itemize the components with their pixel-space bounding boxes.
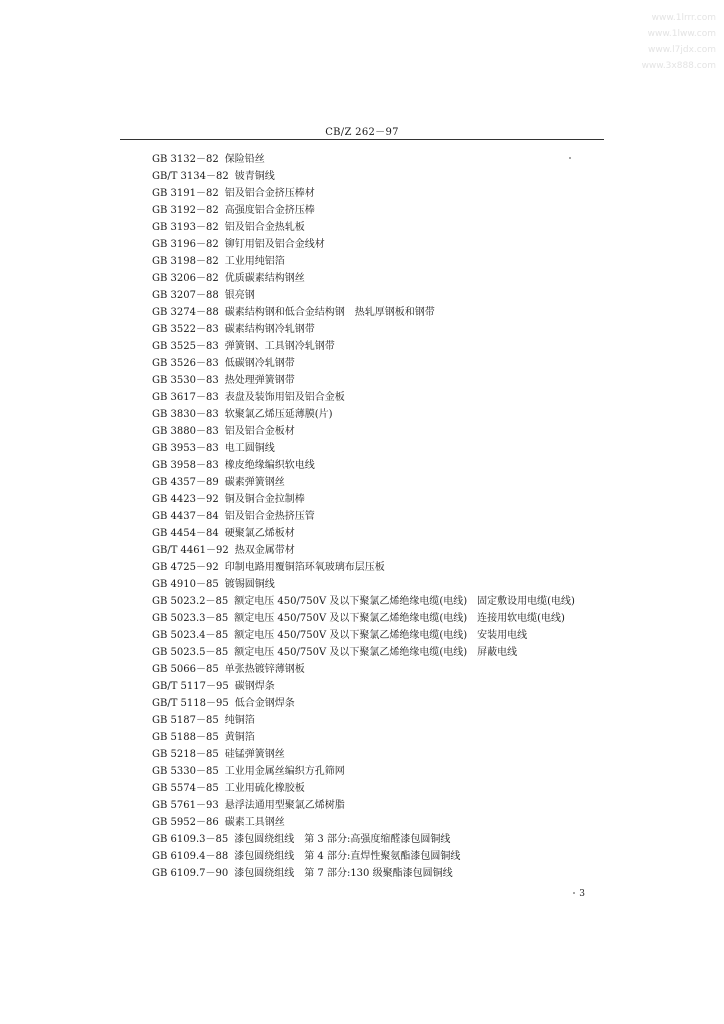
standard-row (152, 610, 622, 627)
standard-code: GB 5761－93 (152, 800, 219, 811)
standard-row (152, 746, 622, 763)
standard-code: GB/T 3134－82 (152, 171, 229, 182)
standard-row (152, 355, 622, 372)
standard-code: GB 5218－85 (152, 749, 219, 760)
standard-code: GB 3522－83 (152, 324, 219, 335)
standard-code: GB 4423－92 (152, 494, 219, 505)
standard-title: 铝及铝合金热挤压管 (224, 511, 315, 522)
standard-title: 高强度铝合金挤压棒 (224, 205, 315, 216)
standard-row (152, 287, 622, 304)
standard-title: 热双金属带材 (234, 545, 295, 556)
standard-row (152, 338, 622, 355)
standard-title: 额定电压 450/750V 及以下聚氯乙烯绝缘电缆(电线) 连接用软电缆(电线) (234, 613, 565, 624)
standard-row (152, 253, 622, 270)
watermark-line: www.3x888.com (641, 61, 716, 71)
standard-code: GB 6109.3－85 (152, 834, 229, 845)
standard-row (152, 542, 622, 559)
standard-code: GB 3192－82 (152, 205, 219, 216)
standard-title: 表盘及装饰用铝及铝合金板 (224, 392, 345, 403)
standard-code: GB 5023.2－85 (152, 596, 229, 607)
standard-title: 碳素工具钢丝 (224, 817, 285, 828)
standard-row (152, 780, 622, 797)
standard-row (152, 763, 622, 780)
standard-code: GB 3132－82 (152, 154, 219, 165)
standard-title: 银亮钢 (224, 290, 255, 301)
standard-code: GB/T 5117－95 (152, 681, 229, 692)
standard-code: GB 5066－85 (152, 664, 219, 675)
standard-title: 悬浮法通用型聚氯乙烯树脂 (224, 800, 345, 811)
standard-code: GB 3193－82 (152, 222, 219, 233)
standard-code: GB 3191－82 (152, 188, 219, 199)
standard-title: 额定电压 450/750V 及以下聚氯乙烯绝缘电缆(电线) 安装用电线 (234, 630, 528, 641)
standard-title: 低合金钢焊条 (234, 698, 295, 709)
standard-code: GB 3958－83 (152, 460, 219, 471)
standard-row (152, 525, 622, 542)
standard-row (152, 712, 622, 729)
standard-row (152, 865, 622, 882)
standard-title: 电工圆铜线 (224, 443, 275, 454)
watermark-line: www.1lww.com (647, 29, 716, 39)
standard-title: 铆钉用铝及铝合金线材 (224, 239, 325, 250)
standard-code: GB 3530－83 (152, 375, 219, 386)
standard-code: GB/T 4461－92 (152, 545, 229, 556)
header-rule (120, 139, 604, 140)
page-number: 3 (579, 889, 585, 899)
standard-code: GB 4910－85 (152, 579, 219, 590)
standard-row (152, 423, 622, 440)
standard-code: GB 5952－86 (152, 817, 219, 828)
standard-code: GB 3830－83 (152, 409, 219, 420)
standard-code: GB 4725－92 (152, 562, 219, 573)
standard-title: 印制电路用覆铜箔环氧玻璃布层压板 (224, 562, 385, 573)
standard-row (152, 406, 622, 423)
standard-code: GB 3207－88 (152, 290, 219, 301)
standard-code: GB 5188－85 (152, 732, 219, 743)
standard-code: GB 3526－83 (152, 358, 219, 369)
standard-title: 铝及铝合金板材 (224, 426, 295, 437)
standard-title: 黄铜箔 (224, 732, 255, 743)
standard-code: GB 3274－88 (152, 307, 219, 318)
standard-title: 保险铅丝 (224, 154, 265, 165)
standard-code: GB 5023.5－85 (152, 647, 229, 658)
standard-row (152, 321, 622, 338)
standard-row (152, 372, 622, 389)
standard-row (152, 151, 622, 168)
standard-title: 漆包圆绕组线 第 4 部分:直焊性聚氨酯漆包圆铜线 (234, 851, 461, 862)
standard-code: GB 5330－85 (152, 766, 219, 777)
standard-row (152, 474, 622, 491)
standard-row (152, 236, 622, 253)
standard-title: 橡皮绝缘编织软电线 (224, 460, 315, 471)
standard-code: GB 3525－83 (152, 341, 219, 352)
standard-code: GB 3206－82 (152, 273, 219, 284)
standard-row (152, 848, 622, 865)
standard-row (152, 219, 622, 236)
watermark-line: www.1lrrr.com (651, 13, 716, 23)
standard-row (152, 304, 622, 321)
standard-title: 工业用硫化橡胶板 (224, 783, 305, 794)
standard-row (152, 814, 622, 831)
standard-title: 纯铜箔 (224, 715, 255, 726)
standard-row (152, 389, 622, 406)
standard-title: 工业用纯铝箔 (224, 256, 285, 267)
standard-code: GB/T 5118－95 (152, 698, 229, 709)
standard-title: 铝及铝合金热轧板 (224, 222, 305, 233)
standard-row (152, 457, 622, 474)
standard-row (152, 185, 622, 202)
standard-title: 硬聚氯乙烯板材 (224, 528, 295, 539)
watermark-line: www.l7jdx.com (648, 45, 716, 55)
standard-title: 铝及铝合金挤压棒材 (224, 188, 315, 199)
standard-title: 碳素结构钢冷轧钢带 (224, 324, 315, 335)
standard-row (152, 202, 622, 219)
standard-code: GB 6109.4－88 (152, 851, 229, 862)
standard-code: GB 5574－85 (152, 783, 219, 794)
standard-title: 镀锡圆铜线 (224, 579, 275, 590)
standard-title: 额定电压 450/750V 及以下聚氯乙烯绝缘电缆(电线) 屏蔽电线 (234, 647, 518, 658)
standard-code: GB 6109.7－90 (152, 868, 229, 879)
standard-code: GB 3880－83 (152, 426, 219, 437)
standard-title: 碳钢焊条 (234, 681, 275, 692)
standard-code: GB 4357－89 (152, 477, 219, 488)
standard-row (152, 627, 622, 644)
standard-title: 优质碳素结构钢丝 (224, 273, 305, 284)
standard-title: 硅锰弹簧钢丝 (224, 749, 285, 760)
standard-code: GB 3953－83 (152, 443, 219, 454)
standard-title: 铍青铜线 (234, 171, 275, 182)
standard-row (152, 729, 622, 746)
standard-title: 单张热镀锌薄钢板 (224, 664, 305, 675)
standard-row (152, 695, 622, 712)
standard-title: 漆包圆绕组线 第 3 部分:高强度缩醛漆包圆铜线 (234, 834, 451, 845)
standard-code: GB 4437－84 (152, 511, 219, 522)
standard-title: 铜及铜合金拉制棒 (224, 494, 305, 505)
standard-title: 额定电压 450/750V 及以下聚氯乙烯绝缘电缆(电线) 固定敷设用电缆(电线) (234, 596, 575, 607)
standard-title: 低碳钢冷轧钢带 (224, 358, 295, 369)
standard-row (152, 797, 622, 814)
standard-title: 软聚氯乙烯压延薄膜(片) (224, 409, 333, 420)
standard-row (152, 831, 622, 848)
standard-row (152, 661, 622, 678)
standard-code: GB 5187－85 (152, 715, 219, 726)
standard-code: GB 3198－82 (152, 256, 219, 267)
standard-title: 弹簧钢、工具钢冷轧钢带 (224, 341, 335, 352)
standard-row (152, 491, 622, 508)
standard-title: 碳素弹簧钢丝 (224, 477, 285, 488)
standard-row (152, 678, 622, 695)
standard-row (152, 508, 622, 525)
standard-code: GB 5023.3－85 (152, 613, 229, 624)
standard-code: GB 5023.4－85 (152, 630, 229, 641)
standards-list (152, 151, 622, 882)
standard-row (152, 644, 622, 661)
standard-code: GB 3617－83 (152, 392, 219, 403)
scan-speck (569, 157, 571, 159)
standard-row (152, 593, 622, 610)
standard-row (152, 559, 622, 576)
standard-row (152, 270, 622, 287)
standard-row (152, 440, 622, 457)
watermark (616, 10, 716, 74)
standard-title: 漆包圆绕组线 第 7 部分:130 级聚酯漆包圆铜线 (234, 868, 453, 879)
standard-code: GB 3196－82 (152, 239, 219, 250)
document-header-title: CB/Z 262－97 (325, 127, 399, 138)
standard-title: 碳素结构钢和低合金结构钢 热轧厚钢板和钢带 (224, 307, 435, 318)
scan-speck (573, 892, 575, 894)
standard-code: GB 4454－84 (152, 528, 219, 539)
standard-row (152, 576, 622, 593)
standard-title: 工业用金属丝编织方孔筛网 (224, 766, 345, 777)
standard-title: 热处理弹簧钢带 (224, 375, 295, 386)
standard-row (152, 168, 622, 185)
